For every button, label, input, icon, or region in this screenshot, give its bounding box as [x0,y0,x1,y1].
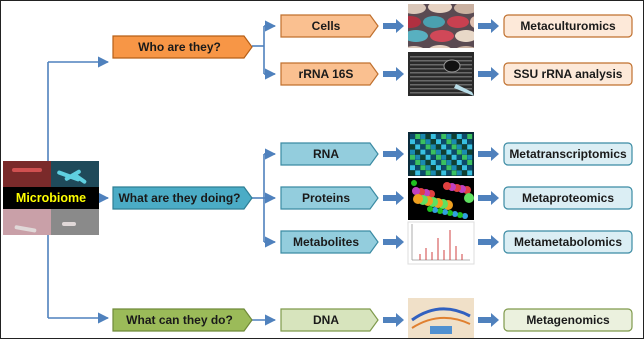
molecule-label-4: Proteins [301,191,351,205]
root-label: Microbiome [15,191,87,205]
molecule-label-3: RNA [313,147,339,161]
question-label-1: Who are they? [138,40,221,54]
method-label-1: Metaculturomics [520,19,616,33]
molecule-label-5: Metabolites [292,235,360,249]
method-label-2: SSU rRNA analysis [513,67,623,81]
method-label-3: Metatranscriptomics [509,147,627,161]
question-label-2: What are they doing? [118,191,241,205]
method-label-6: Metagenomics [526,313,610,327]
question-label-3: What can they do? [126,313,233,327]
method-label-5: Metametabolomics [513,235,623,249]
molecule-label-6: DNA [313,313,339,327]
molecule-label-2: rRNA 16S [298,67,354,81]
method-label-4: Metaproteomics [521,191,615,205]
molecule-label-1: Cells [311,19,341,33]
